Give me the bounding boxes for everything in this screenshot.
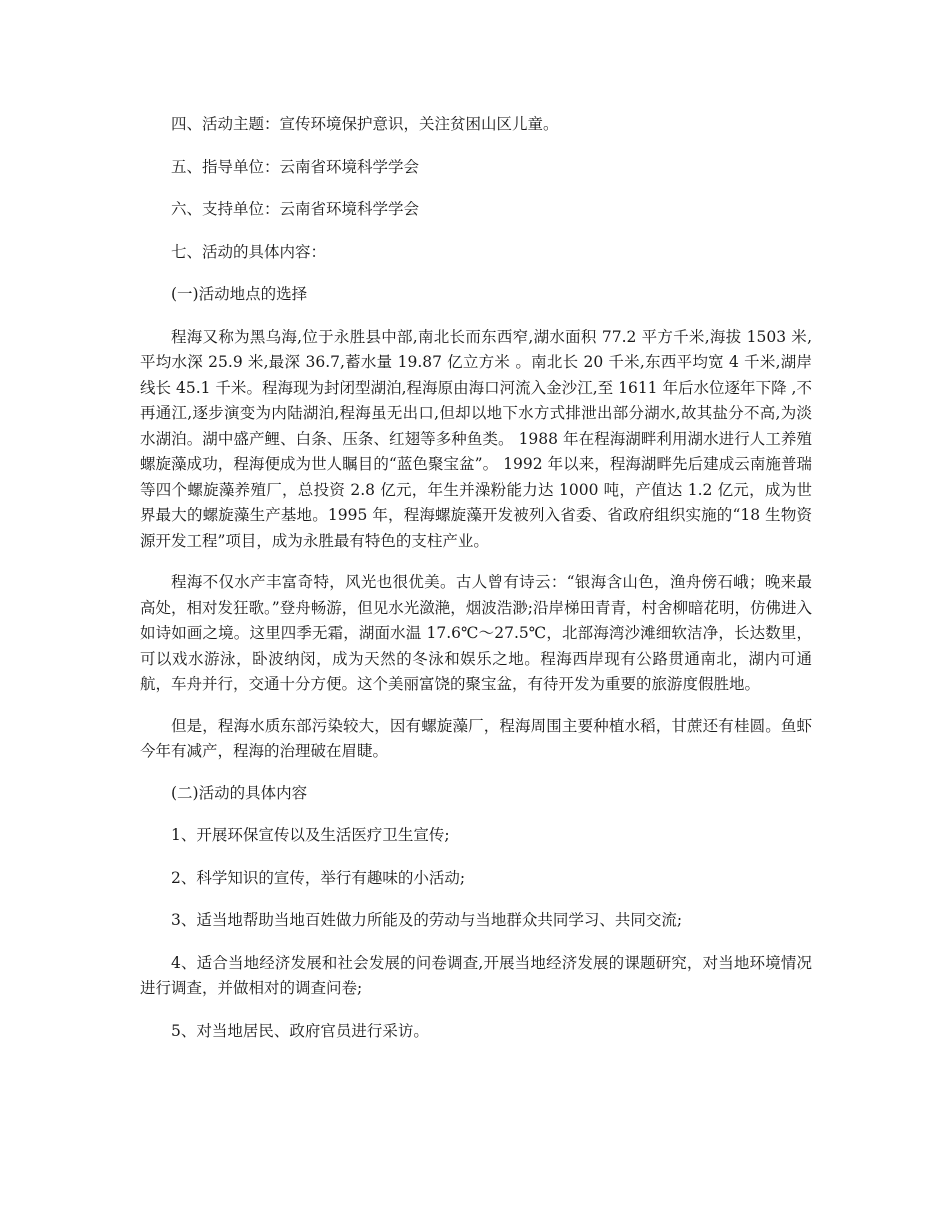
heading-activity-theme: 四、活动主题：宣传环境保护意识，关注贫困山区儿童。 [171, 115, 559, 133]
list-item: 2、科学知识的宣传，举行有趣味的小活动; [171, 868, 466, 887]
heading-activity-content: 七、活动的具体内容： [171, 242, 327, 261]
list-item: 3、适当地帮助当地百姓做力所能及的劳动与当地群众共同学习、共同交流; [171, 911, 683, 929]
paragraph-chenghai-scenery: 程海不仅水产丰富奇特，风光也很优美。古人曾有诗云：“银海含山色，渔舟傍石峨；晚来最高处，相对发狂歌。”登舟畅游，但见水光潋滟，烟波浩渺;沿岸梯田青青，村舍柳暗花明，仿佛进入如诗如画之境。这里四季无霜，湖面水温 17.6℃～27.5℃，北部海湾沙滩细软洁净，长达数里，可以戏水游泳，卧波纳闵，成为天然的冬泳和娱乐之地。程海西岸现有公路贯通南北，湖内可通航，车舟并行，交通十分方便。这个美丽富饶的聚宝盆，有待开发为重要的旅游度假胜地。 [140, 573, 812, 693]
section-location-title: (一)活动地点的选择 [171, 285, 308, 303]
document-body [140, 112, 812, 1044]
section-content-title: (二)活动的具体内容 [171, 783, 308, 802]
list-item: 1、开展环保宣传以及生活医疗卫生宣传; [171, 826, 450, 844]
list-item: 5、对当地居民、政府官员进行采访。 [171, 1021, 429, 1040]
paragraph-chenghai-intro: 程海又称为黑乌海,位于永胜县中部,南北长而东西窄,湖水面积 77.2 平方千米,海拔 1503 米,平均水深 25.9 米,最深 36.7,蓄水量 19.87 亿立方米 。南北长 20 千米,东西平均宽 4 千米,湖岸线长 45.1 千米。程海现为封闭型湖泊,程海原由海口河流入金沙江,至 1611 年后水位逐年下降 ,不再通江,逐步演变为内陆湖泊,程海虽无出口,但却以地下水方式排泄出部分湖水,故其盐分不高,为淡水湖泊。湖中盛产鲤、白条、压条、红翅等多种鱼类。 1988 年在程海湖畔利用湖水进行人工养殖螺旋藻成功，程海便成为世人瞩目的“蓝色聚宝盆”。 1992 年以来，程海湖畔先后建成云南施普瑞等四个螺旋藻养殖厂，总投资 2.8 亿元，年生并澡粉能力达 1000 吨，产值达 1.2 亿元，成为世界最大的螺旋藻生产基地。1995 年，程海螺旋藻开发被列入省委、省政府组织实施的“18 生物资源开发工程”项目，成为永胜最有特色的支柱产业。 [140, 327, 812, 550]
list-item: 4、适合当地经济发展和社会发展的问卷调查,开展当地经济发展的课题研究，对当地环境情况进行调查，并做相对的调查问卷; [140, 953, 812, 997]
paragraph-chenghai-pollution: 但是，程海水质东部污染较大，因有螺旋藻厂，程海周围主要种植水稻，甘蔗还有桂圆。鱼虾今年有减产，程海的治理破在眉睫。 [140, 716, 812, 760]
heading-support-unit: 六、支持单位：云南省环境科学学会 [171, 200, 420, 218]
heading-guide-unit: 五、指导单位：云南省环境科学学会 [171, 157, 420, 176]
